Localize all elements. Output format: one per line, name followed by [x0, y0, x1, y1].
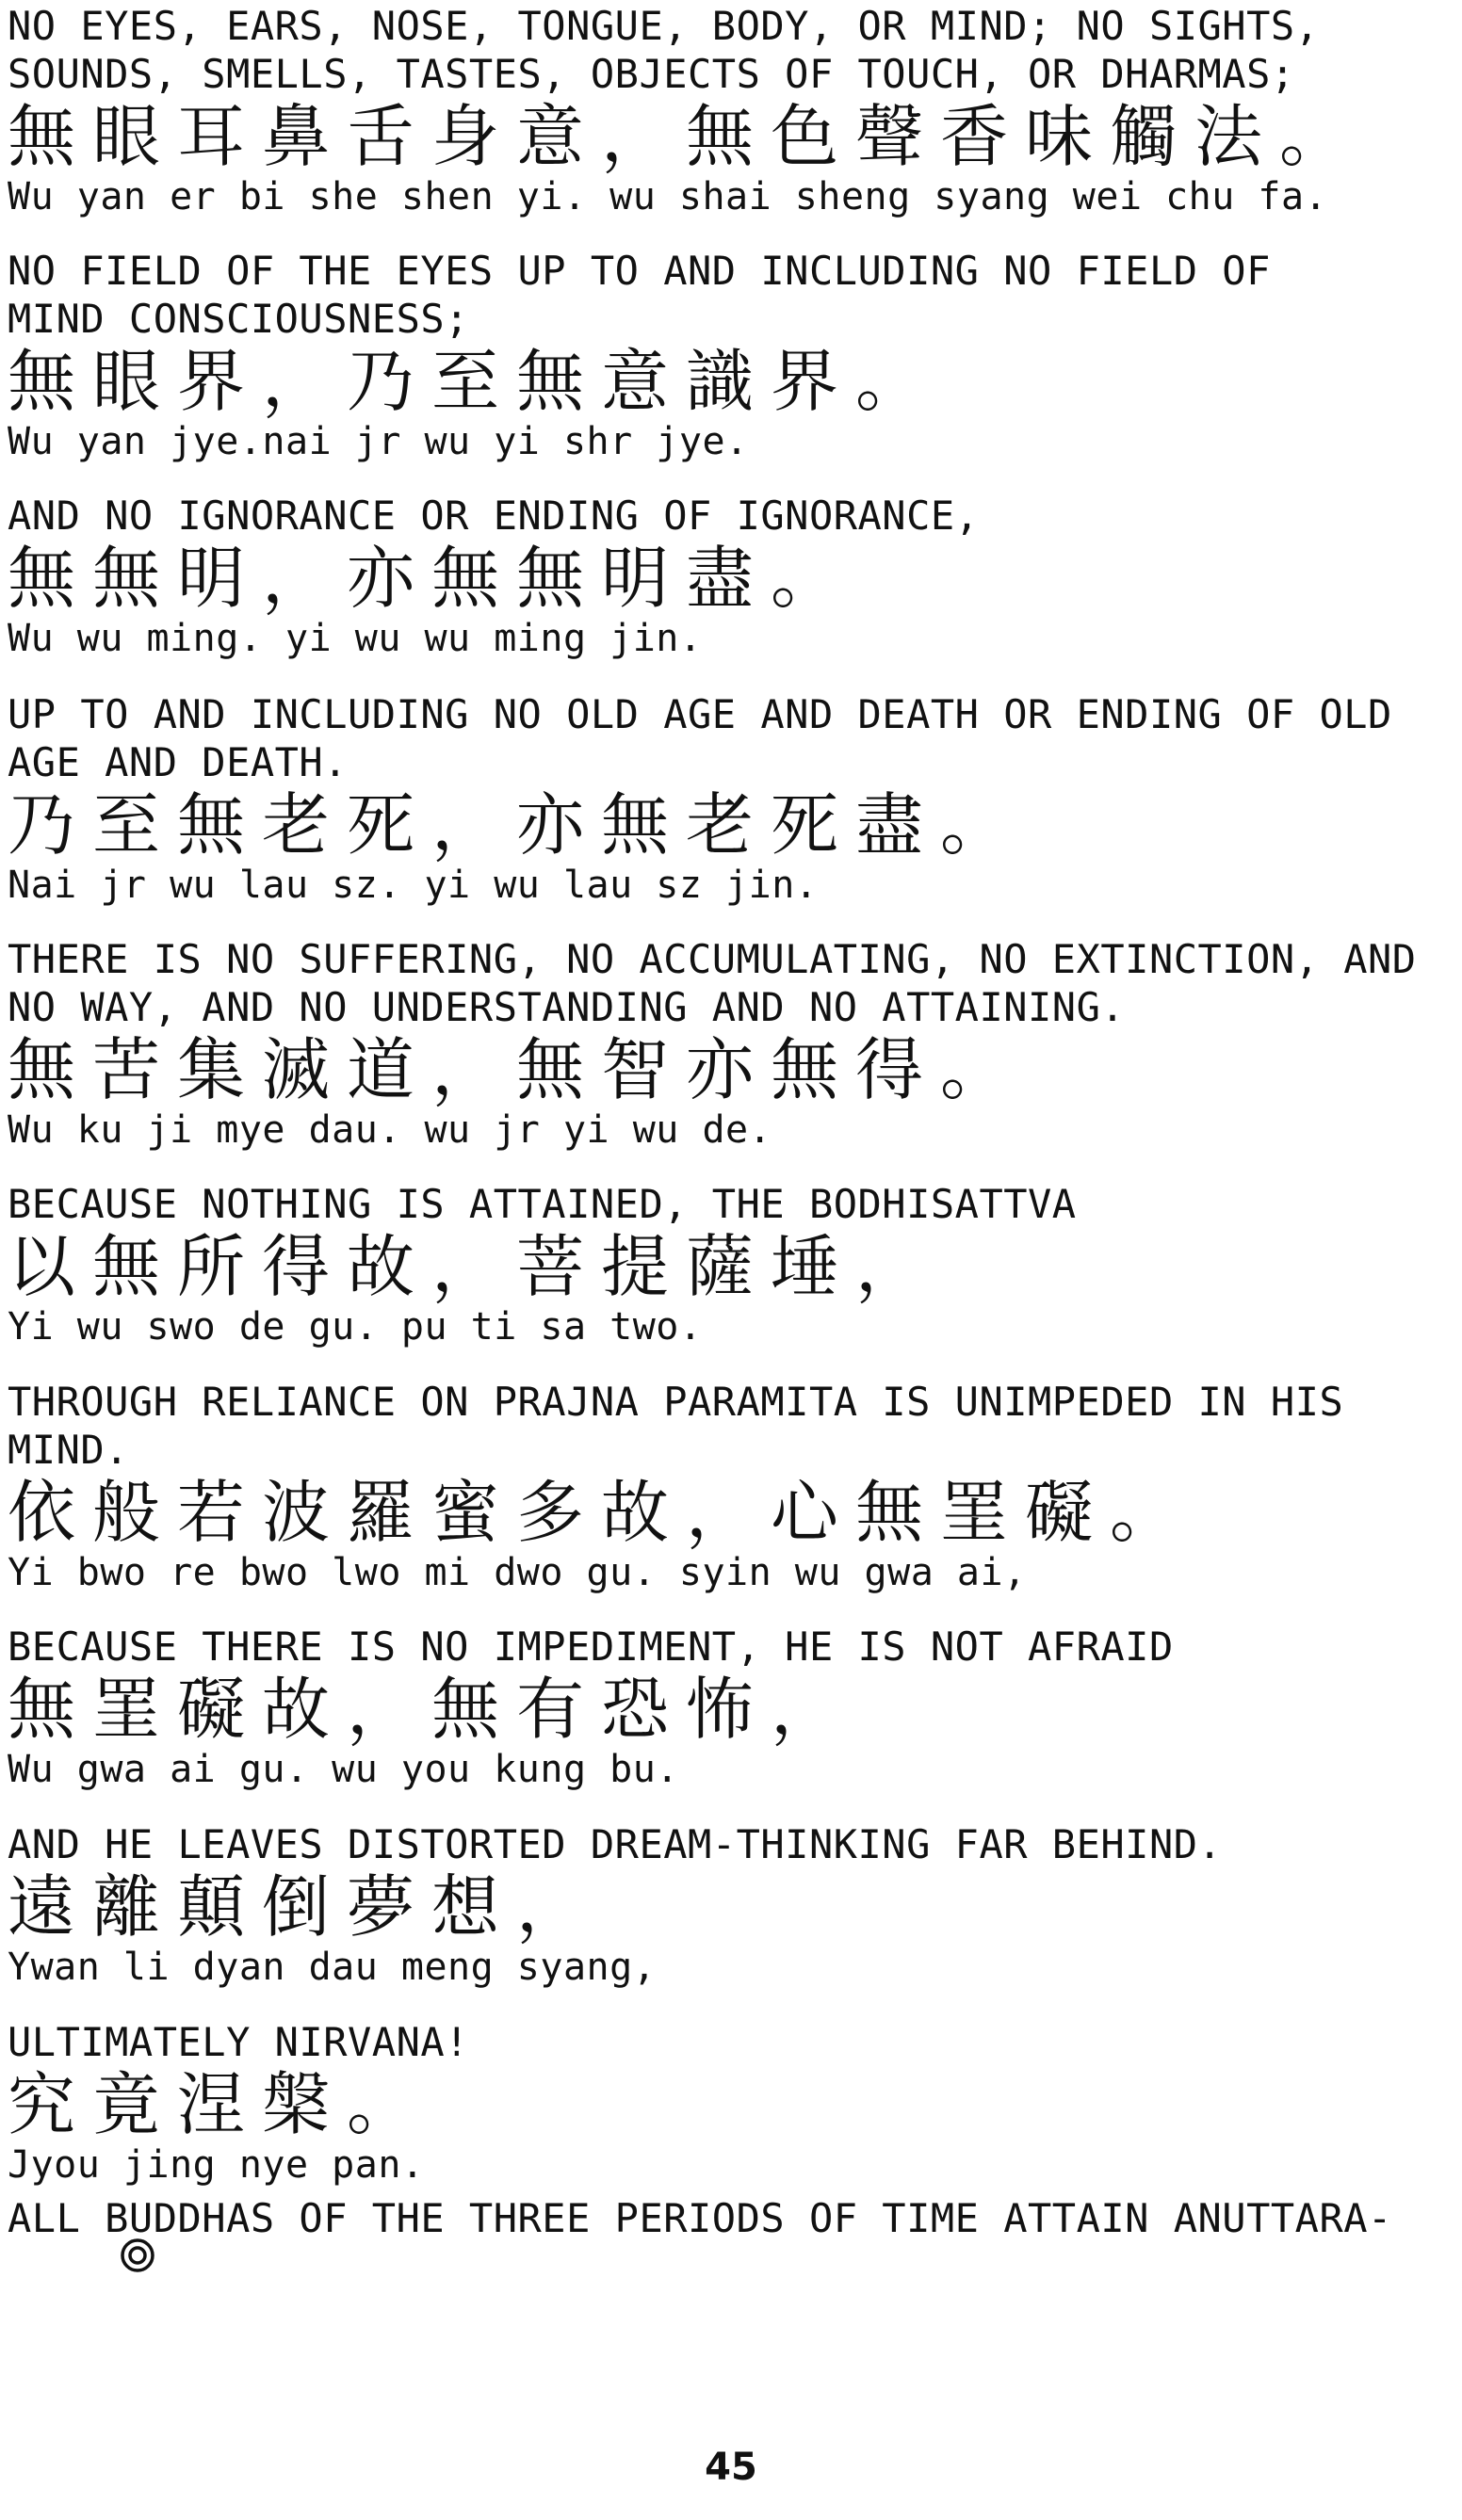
verse-pinyin: Ywan li dyan dau meng syang,	[8, 1946, 657, 1989]
verse-chinese: 無眼耳鼻舌身意，無色聲香味觸法。	[8, 97, 1365, 176]
verse-8	[8, 1623, 1454, 1791]
verse-pinyin: Yi wu swo de gu. pu ti sa two.	[8, 1305, 703, 1349]
verse-chinese: 乃至無老死，亦無老死盡。	[8, 785, 1026, 864]
verse-1	[8, 2, 1454, 218]
circled-dot-icon	[119, 2237, 156, 2274]
verse-pinyin: Wu yan jye.nai jr wu yi shr jye.	[8, 420, 749, 463]
verse-7	[8, 1378, 1454, 1594]
verse-pinyin: Nai jr wu lau sz. yi wu lau sz jin.	[8, 864, 819, 907]
verse-chinese: 無無明，亦無無明盡。	[8, 539, 856, 618]
verse-pinyin: Jyou jing nye pan.	[8, 2143, 425, 2187]
closing-block	[8, 2194, 1454, 2242]
verse-pinyin: Wu yan er bi she shen yi. wu shai sheng syang wei chu fa.	[8, 175, 1328, 218]
verse-pinyin: Wu gwa ai gu. wu you kung bu.	[8, 1748, 679, 1791]
verse-chinese: 無苦集滅道，無智亦無得。	[8, 1030, 1026, 1109]
verse-chinese: 究竟涅槃。	[8, 2065, 432, 2144]
verse-pinyin: Wu ku ji mye dau. wu jr yi wu de.	[8, 1108, 772, 1152]
verse-chinese: 無罣礙故，無有恐怖，	[8, 1670, 856, 1749]
verse-pinyin: Yi bwo re bwo lwo mi dwo gu. syin wu gwa ai,	[8, 1551, 1027, 1594]
verse-chinese: 依般若波羅蜜多故，心無罣礙。	[8, 1473, 1195, 1552]
verse-english: AND NO IGNORANCE OR ENDING OF IGNORANCE,	[8, 493, 980, 539]
page-number: 45	[705, 2446, 757, 2489]
verse-9	[8, 1820, 1454, 1989]
closing-line: ALL BUDDHAS OF THE THREE PERIODS OF TIME ATTAIN ANUTTARA-	[8, 2195, 1392, 2241]
verse-chinese: 遠離顛倒夢想，	[8, 1867, 602, 1947]
verse-english: THERE IS NO SUFFERING, NO ACCUMULATING, NO EXTINCTION, AND NO WAY, AND NO UNDERSTANDING AND NO ATTAINING.	[8, 936, 1417, 1030]
verse-english: NO EYES, EARS, NOSE, TONGUE, BODY, OR MIND; NO SIGHTS, SOUNDS, SMELLS, TASTES, OBJECTS OF TOUCH, OR DHARMAS;	[8, 3, 1320, 97]
verse-english: NO FIELD OF THE EYES UP TO AND INCLUDING NO FIELD OF MIND CONSCIOUSNESS;	[8, 248, 1271, 342]
verse-5	[8, 935, 1454, 1152]
verse-10	[8, 2018, 1454, 2187]
verse-chinese: 無眼界，乃至無意識界。	[8, 342, 941, 421]
verse-6	[8, 1180, 1454, 1349]
verse-english: UP TO AND INCLUDING NO OLD AGE AND DEATH OR ENDING OF OLD AGE AND DEATH.	[8, 691, 1392, 785]
verse-4	[8, 690, 1454, 907]
verse-english: BECAUSE THERE IS NO IMPEDIMENT, HE IS NOT AFRAID	[8, 1623, 1174, 1670]
verse-pinyin: Wu wu ming. yi wu wu ming jin.	[8, 617, 703, 660]
verse-2	[8, 247, 1454, 463]
verse-english: AND HE LEAVES DISTORTED DREAM-THINKING FAR BEHIND.	[8, 1821, 1223, 1867]
verse-english: ULTIMATELY NIRVANA!	[8, 2019, 469, 2065]
verse-english: THROUGH RELIANCE ON PRAJNA PARAMITA IS UNIMPEDED IN HIS MIND.	[8, 1379, 1344, 1473]
verse-3	[8, 492, 1454, 660]
verse-english: BECAUSE NOTHING IS ATTAINED, THE BODHISATTVA	[8, 1181, 1077, 1227]
verse-chinese: 以無所得故，菩提薩埵，	[8, 1227, 941, 1306]
